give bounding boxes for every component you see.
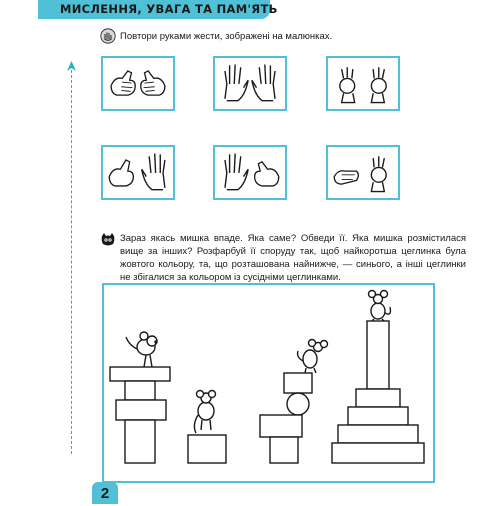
- palm-and-fist-icon: [215, 147, 285, 198]
- section-title: МИСЛЕННЯ, УВАГА ТА ПАМ'ЯТЬ: [60, 2, 278, 16]
- gesture-box-1: [101, 56, 175, 111]
- task1-instruction: Повтори руками жести, зображені на малюнках.: [120, 31, 333, 42]
- task2-instruction: Зараз якась мишка впаде. Яка саме? Обведи її. Яка мишка розмістилася вище за інших? Розфарбуй її споруду так, щоб найкоротша цеглинка була жовтого кольору, та, що розташована найнижче, — синього, а інші цеглинки не збігалися за кольором із сусідніми цеглинками.: [120, 233, 466, 283]
- thumb-and-palm-icon: [103, 147, 173, 198]
- dashed-side-line: [71, 70, 72, 454]
- tower-3: [260, 373, 312, 463]
- mouse-3: [298, 340, 328, 374]
- gesture-box-6: [326, 145, 400, 200]
- gesture-box-3: [326, 56, 400, 111]
- mouse-1: [126, 332, 157, 367]
- ok-rings-icon: [328, 58, 398, 109]
- tower-1: [110, 367, 170, 463]
- hand-icon: [100, 28, 116, 44]
- tower-4: [332, 321, 424, 463]
- thumbs-fist-icon: [103, 58, 173, 109]
- mouse-4: [369, 291, 391, 322]
- open-palms-icon: [215, 58, 285, 109]
- block-single: [188, 435, 226, 463]
- cat-icon: [100, 232, 116, 248]
- gesture-box-5: [213, 145, 287, 200]
- page-number: 2: [92, 482, 118, 504]
- fist-and-ok-icon: [328, 147, 398, 198]
- gesture-box-4: [101, 145, 175, 200]
- mouse-2: [194, 391, 215, 434]
- mice-towers-illustration: [102, 283, 435, 483]
- gesture-box-2: [213, 56, 287, 111]
